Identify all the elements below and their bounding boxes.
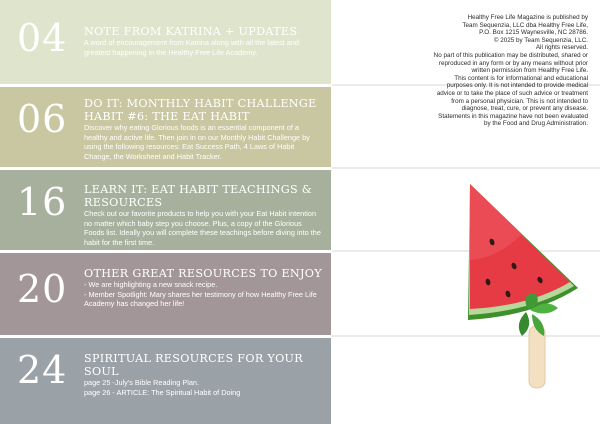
page-number: 04 [17, 16, 68, 60]
right-panel [332, 0, 600, 424]
toc-section-20[interactable] [0, 253, 331, 335]
toc-section-04[interactable] [0, 0, 331, 84]
divider [332, 167, 600, 169]
page-number: 06 [17, 97, 68, 141]
section-description: A word of encouragement from Katrina along with all the latest and greatest happening in the Healthy Free Life Academy. [84, 38, 299, 57]
page-number: 20 [17, 267, 68, 311]
section-title: LEARN IT: EAT HABIT TEACHINGS & RESOURCES [84, 183, 313, 209]
toc-section-24[interactable] [0, 338, 331, 424]
section-description: Discover why eating Glorious foods is an essential component of a healthy and active life. Then join in on our Monthly Habit Challenge by using the following resources: Eat Success Path, 4 Laws of Habit Change, the Worksheet and Habit Tracker. [84, 123, 310, 161]
section-title: SPIRITUAL RESOURCES FOR YOUR SOUL [84, 352, 304, 378]
toc-section-16[interactable] [0, 170, 331, 250]
watermelon-popsicle-icon [462, 178, 582, 394]
page-number: 16 [17, 180, 68, 224]
section-title: OTHER GREAT RESOURCES TO ENJOY [84, 267, 322, 280]
section-title: DO IT: MONTHLY HABIT CHALLENGE HABIT #6: THE EAT HABIT [84, 97, 317, 123]
page-number: 24 [17, 348, 68, 392]
section-description: Check out our favorite products to help you with your Eat Habit intention no matter which baby step you choose. Plus, a copy of the Glorious Foods list. Ideally you will complete these teachings before diving into the habit for the first time. [84, 209, 321, 247]
toc-section-06[interactable] [0, 87, 331, 167]
section-title: NOTE FROM KATRINA + UPDATES [84, 25, 298, 38]
section-description: - We are highlighting a new snack recipe. - Member Spotlight: Mary shares her testimony of how Healthy Free Life Academy has changed her life! [84, 280, 317, 309]
publisher-notice: Healthy Free Life Magazine is published by Team Sequenzia, LLC dba Healthy Free Life, P.O. Box 1215 Waynesville, NC 28786. © 2025 by Team Sequenzia, LLC. All rights reserved. No part of this publication may be distributed, shared or reproduced in any form or by any means without prior written permission from Healthy Free Life. This content is for informational and educational purposes only. It is not intended to provide medical advice or to take the place of such advice or treatment from a personal physician. This is not intended to diagnose, treat, cure, or prevent any disease. Statements in this magazine have not been evaluated by the Food and Drug Administration. [433, 14, 588, 128]
section-description: page 25 -July's Bible Reading Plan. page 26 - ARTICLE: The Spiritual Habit of Doing [84, 378, 241, 397]
